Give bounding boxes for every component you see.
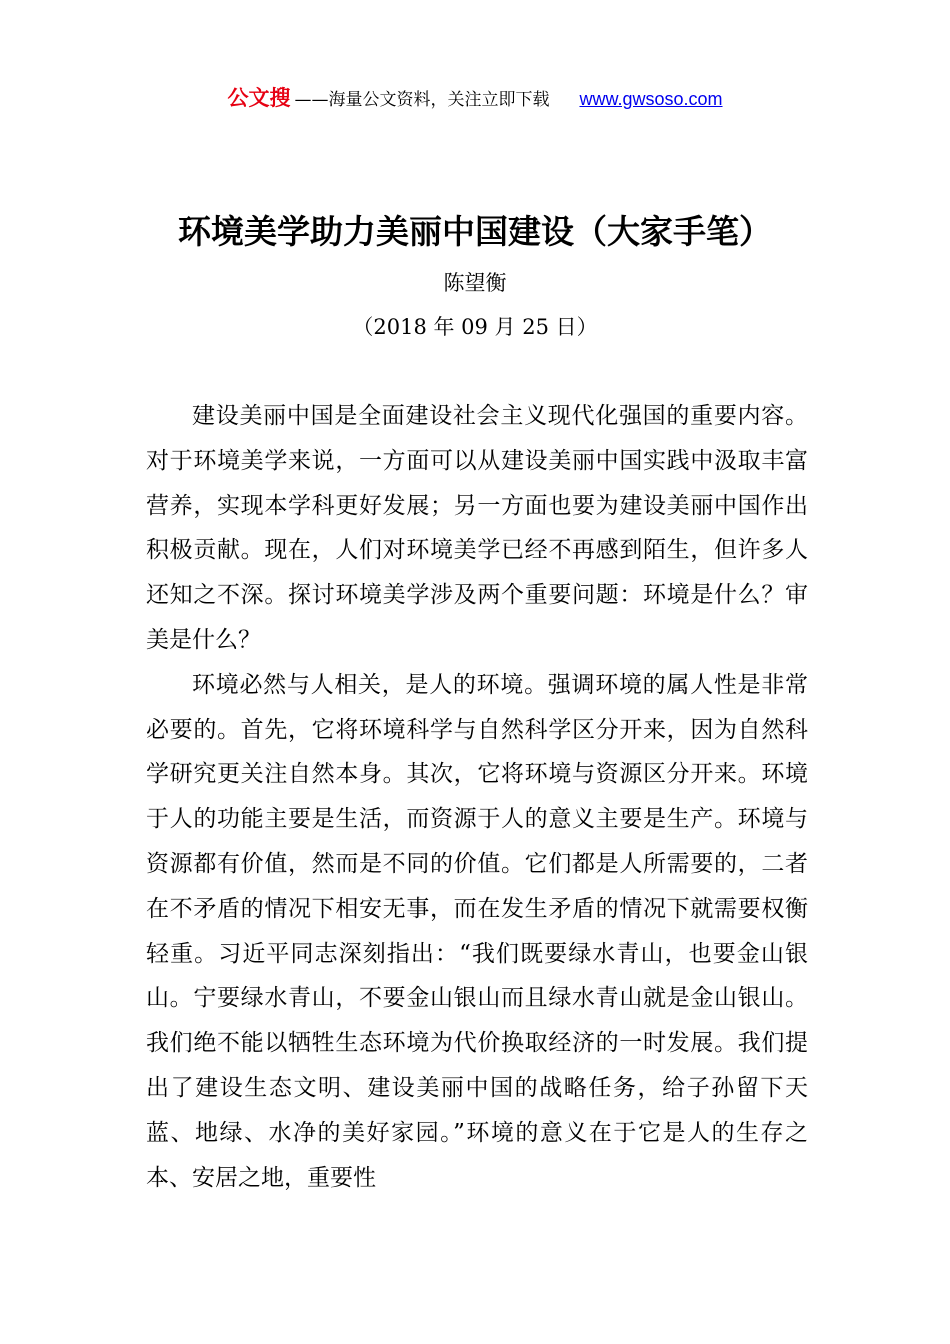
article-date: （2018 年 09 月 25 日） bbox=[352, 315, 598, 339]
body-paragraph: 建设美丽中国是全面建设社会主义现代化强国的重要内容。对于环境美学来说，一方面可以从建设美丽中国实践中汲取丰富营养，实现本学科更好发展；另一方面也要为建设美丽中国作出积极贡献。现在，人们对环境美学已经不再感到陌生，但许多人还知之不深。探讨环境美学涉及两个重要问题：环境是什么？审美是什么？ bbox=[146, 403, 808, 653]
article-title: 环境美学助力美丽中国建设（大家手笔） bbox=[178, 212, 772, 251]
article-body bbox=[146, 394, 808, 1200]
body-paragraph: 环境必然与人相关，是人的环境。强调环境的属人性是非常必要的。首先，它将环境科学与自然科学区分开来，因为自然科学研究更关注自然本身。其次，它将环境与资源区分开来。环境于人的功能主要是生活，而资源于人的意义主要是生产。环境与资源都有价值，然而是不同的价值。它们都是人所需要的，二者在不矛盾的情况下相安无事，而在发生矛盾的情况下就需要权衡轻重。习近平同志深刻指出：“我们既要绿水青山，也要金山银山。宁要绿水青山，不要金山银山而且绿水青山就是金山银山。我们绝不能以牺牲生态环境为代价换取经济的一时发展。我们提出了建设生态文明、建设美丽中国的战略任务，给子孙留下天蓝、地绿、水净的美好家园。”环境的意义在于它是人的生存之本、安居之地，重要性 bbox=[146, 671, 808, 1191]
article-author: 陈望衡 bbox=[443, 271, 507, 295]
brand-name: 公文搜 bbox=[227, 86, 291, 110]
header-tagline: ——海量公文资料，关注立即下载 bbox=[294, 90, 550, 110]
website-link[interactable]: www.gwsoso.com bbox=[579, 89, 723, 109]
page-header bbox=[0, 82, 950, 116]
